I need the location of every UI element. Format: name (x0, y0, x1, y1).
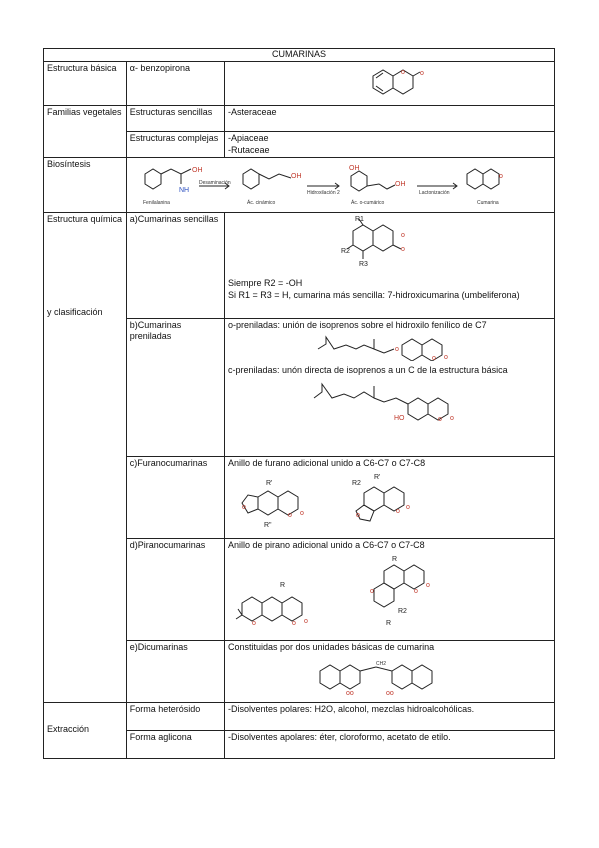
estructura-quimica-label (44, 212, 127, 702)
ch2-label: CH2 (375, 661, 386, 667)
svg-text:o: o (400, 68, 405, 76)
c-preniladas-text: c-preniladas: unón directa de isoprenos a un C de la estructura básica (227, 364, 508, 375)
sencillas-label: Estructuras sencillas (126, 106, 224, 132)
furanocumarinas-label: c)Furanocumarinas (126, 456, 224, 538)
extraccion-label: Extracción (44, 702, 127, 758)
desaminacion-label: Desaminación (198, 180, 231, 186)
r3-label: R3 (358, 260, 368, 268)
hidroxilacion-label: Hidroxilación 2 (306, 190, 340, 196)
svg-text:o: o (394, 346, 399, 353)
svg-text:oo: oo (345, 690, 354, 697)
aglicona-label: Forma aglicona (126, 730, 224, 758)
complejas-value-2: -Rutaceae (227, 144, 270, 155)
dicumarinas-label: e)Dicumarinas (126, 640, 224, 702)
piranocumarinas-label: d)Piranocumarinas (126, 538, 224, 640)
complejas-value-1: -Apiaceae (227, 133, 269, 143)
svg-text:OH: OH (191, 167, 203, 174)
cumarinas-sencillas-label: a)Cumarinas sencillas (126, 212, 224, 318)
estructura-basica-label: Estructura básica (44, 61, 127, 106)
svg-text:o: o (395, 508, 400, 515)
pirano-r4: R (385, 620, 392, 627)
r2-label: R2 (340, 247, 350, 255)
pirano-r2: R (391, 556, 398, 563)
svg-text:o: o (287, 512, 292, 519)
cumarinas-sencillas-cell (224, 212, 554, 318)
simple-coumarin-structure (225, 213, 541, 275)
heterosido-label: Forma heterósido (126, 702, 224, 730)
pirano-r1: R (279, 582, 286, 589)
complejas-label: Estructuras complejas (126, 132, 224, 158)
o-prenylated-structure (228, 331, 538, 361)
sencillas-note-1: Siempre R2 = -OH (227, 278, 303, 288)
clasificacion-text: y clasificación (47, 307, 103, 317)
table-title: CUMARINAS (44, 49, 555, 62)
cumarinas-sheet (43, 48, 555, 752)
pyranocoumarin-structures (228, 551, 538, 635)
furano-text: Anillo de furano adicional unido a C6-C7 o C7-C8 (227, 457, 426, 468)
sencillas-value: -Asteraceae (224, 106, 554, 132)
sencillas-note-2: Si R1 = R3 = H, cumarina más sencilla: 7-hidroxicumarina (umbeliferona) (227, 289, 520, 300)
lactonizacion-label: Lactonización (418, 190, 450, 196)
svg-text:o: o (299, 510, 304, 517)
svg-text:o: o (251, 620, 256, 627)
svg-text:o: o (291, 620, 296, 627)
svg-text:o: o (425, 582, 430, 589)
cumarinas-preniladas-cell (224, 318, 554, 456)
estructura-quimica-text: Estructura química (47, 213, 123, 224)
dicoumarin-structure (228, 653, 538, 697)
cumarinas-preniladas-label: b)Cumarinas preniladas (126, 318, 224, 456)
svg-text:HO: HO (393, 415, 405, 422)
pirano-r3: R2 (397, 608, 407, 615)
benzopirona-label: α- benzopirona (126, 61, 224, 106)
biosintesis-scheme-cell (126, 158, 554, 213)
svg-text:o: o (431, 355, 436, 361)
ac-o-cumarico-label: Ác. o-cumárico (350, 200, 385, 206)
complejas-values (224, 132, 554, 158)
basic-structure-cell (224, 61, 554, 106)
r1-label: R1 (354, 215, 364, 223)
heterosido-value: -Disolventes polares: H2O, alcohol, mezclas hidroalcohólicas. (224, 702, 554, 730)
fenilalanina-label: Fenilalanina (142, 200, 170, 206)
svg-text:o: o (443, 354, 448, 361)
svg-text:o: o (400, 245, 405, 253)
svg-text:OH: OH (290, 173, 302, 180)
biosintesis-label: Biosíntesis (44, 158, 127, 213)
c-prenylated-structure (228, 376, 538, 426)
familias-label: Familias vegetales (44, 106, 127, 158)
svg-text:o: o (400, 231, 405, 239)
furano-r4: R' (373, 474, 381, 481)
svg-text:o: o (303, 618, 308, 625)
svg-text:o: o (369, 588, 374, 595)
piranocumarinas-cell (224, 538, 554, 640)
biosintesis-scheme (127, 158, 552, 208)
dicumarinas-cell (224, 640, 554, 702)
svg-text:o: o (419, 69, 424, 77)
pirano-text: Anillo de pirano adicional unido a C6-C7 o C7-C8 (227, 539, 425, 550)
furano-r2: R" (263, 522, 272, 529)
furano-r1: R' (265, 480, 273, 487)
coumarin-basic-structure (225, 62, 541, 102)
svg-text:o: o (355, 512, 360, 519)
svg-text:oo: oo (385, 690, 394, 697)
svg-text:o: o (498, 173, 503, 180)
svg-text:NH: NH (178, 187, 189, 194)
o-preniladas-text: o-preniladas: unión de isoprenos sobre el hidroxilo fenílico de C7 (227, 319, 487, 330)
aglicona-value: -Disolventes apolares: éter, cloroformo, acetato de etilo. (224, 730, 554, 758)
svg-text:OH: OH (394, 181, 406, 188)
svg-text:o: o (437, 416, 442, 423)
svg-text:o: o (449, 415, 454, 422)
svg-text:o: o (413, 588, 418, 595)
furanocoumarin-structures (228, 469, 538, 533)
cumarinas-table (43, 48, 555, 759)
svg-text:o: o (405, 504, 410, 511)
furano-r3: R2 (351, 480, 361, 487)
cumarina-label: Cumarina (476, 200, 499, 206)
dicumarinas-text: Constituidas por dos unidades básicas de cumarina (227, 641, 435, 652)
svg-text:o: o (241, 504, 246, 511)
svg-text:OH: OH (348, 165, 360, 172)
ac-cinamico-label: Ác. cinámico (246, 200, 276, 206)
furanocumarinas-cell (224, 456, 554, 538)
